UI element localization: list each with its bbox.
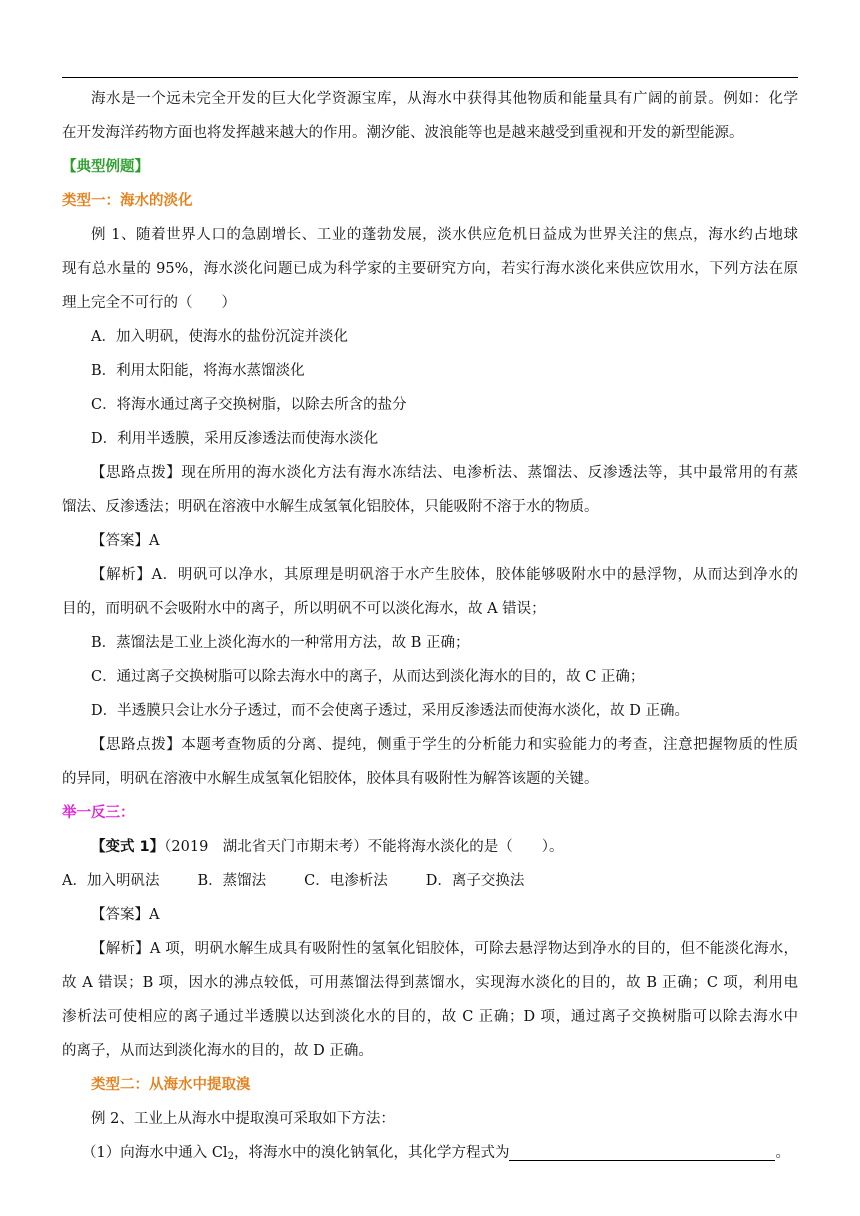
variant1-option-a: A．加入明矾法 <box>62 873 160 889</box>
example1-hint2-2: 的异同，明矾在溶液中水解生成氢氧化铝胶体，胶体具有吸附性为解答该题的关键。 <box>62 771 599 787</box>
example2-q1-subscript: 2 <box>227 1151 234 1162</box>
example2-question-1 <box>62 1136 798 1170</box>
variant1-option-d: D．离子交换法 <box>425 873 525 889</box>
variant1-answer: 【答案】A <box>91 907 160 923</box>
header-rule <box>62 77 798 78</box>
variant1-option-c: C．电渗析法 <box>304 873 388 889</box>
intro-line-1: 海水是一个远未完全开发的巨大化学资源宝库，从海水中获得其他物质和能量具有广阔的前景。例如：化学 <box>91 91 798 107</box>
example2-q1-prefix: （1）向海水中通入 Cl <box>82 1145 228 1161</box>
example1-stem-1: 例 1、随着世界人口的急剧增长、工业的蓬勃发展，淡水供应危机日益成为世界关注的焦点，海水约占地球 <box>91 227 798 243</box>
example1-stem-2: 现有总水量的 95%，海水淡化问题已成为科学家的主要研究方向，若实行海水淡化来供应饮用水，下列方法在原 <box>62 261 798 277</box>
example1-answer: 【答案】A <box>91 533 160 549</box>
intro-line-2: 在开发海洋药物方面也将发挥越来越大的作用。潮汐能、波浪能等也是越来越受到重视和开发的新型能源。 <box>62 125 744 141</box>
example1-analysis-1: 【解析】A．明矾可以净水，其原理是明矾溶于水产生胶体，胶体能够吸附水中的悬浮物，从而达到净水的 <box>91 567 798 583</box>
variant1-analysis-2: 故 A 错误；B 项，因水的沸点较低，可用蒸馏法得到蒸馏水，实现海水淡化的目的，故 B 正确；C 项，利用电 <box>62 975 798 991</box>
example1-analysis-2: 目的，而明矾不会吸附水中的离子，所以明矾不可以淡化海水，故 A 错误； <box>62 601 546 617</box>
document-body <box>62 82 798 1170</box>
example1-hint-2: 馏法、反渗透法；明矾在溶液中水解生成氢氧化铝胶体，只能吸附不溶于水的物质。 <box>62 499 599 515</box>
variant1-label: 【变式 1】 <box>91 839 165 855</box>
example1-option-c: C．将海水通过离子交换树脂，以除去所含的盐分 <box>91 397 407 413</box>
variant1-analysis-4: 的离子，从而达到淡化海水的目的，故 D 正确。 <box>62 1043 373 1059</box>
variant1-options <box>62 864 798 898</box>
example1-hint2-1: 【思路点拨】本题考查物质的分离、提纯，侧重于学生的分析能力和实验能力的考查，注意把握物质的性质 <box>91 737 798 753</box>
practice-title: 举一反三： <box>62 805 135 821</box>
answer-blank[interactable] <box>509 1142 775 1161</box>
variant1-analysis-3: 渗析法可使相应的离子通过半透膜以达到淡化水的目的，故 C 正确；D 项，通过离子交换树脂可以除去海水中 <box>62 1009 798 1025</box>
example1-hint-1: 【思路点拨】现在所用的海水淡化方法有海水冻结法、电渗析法、蒸馏法、反渗透法等，其中最常用的有蒸 <box>91 465 798 481</box>
variant1-question <box>62 830 798 864</box>
example1-analysis-3: B．蒸馏法是工业上淡化海水的一种常用方法，故 B 正确； <box>91 635 470 651</box>
example2-q1-end: 。 <box>775 1145 790 1161</box>
variant1-analysis-1: 【解析】A 项，明矾水解生成具有吸附性的氢氧化铝胶体，可除去悬浮物达到净水的目的，但不能淡化海水， <box>91 941 798 957</box>
variant1-stem: （2019 湖北省天门市期末考）不能将海水淡化的是（ ）。 <box>164 839 564 855</box>
section-title: 【典型例题】 <box>62 159 149 175</box>
example1-option-b: B．利用太阳能，将海水蒸馏淡化 <box>91 363 305 379</box>
example1-stem-3: 理上完全不可行的（ ） <box>62 295 236 311</box>
example2-q1-suffix: ，将海水中的溴化钠氧化，其化学方程式为 <box>233 1145 510 1161</box>
type2-title: 类型二：从海水中提取溴 <box>91 1077 251 1093</box>
example1-analysis-4: C．通过离子交换树脂可以除去海水中的离子，从而达到淡化海水的目的，故 C 正确； <box>91 669 645 685</box>
example2-stem: 例 2、工业上从海水中提取溴可采取如下方法： <box>91 1111 395 1127</box>
type1-title: 类型一：海水的淡化 <box>62 193 193 209</box>
example1-analysis-5: D．半透膜只会让水分子透过，而不会使离子透过，采用反渗透法而使海水淡化，故 D 正确。 <box>91 703 689 719</box>
example1-option-d: D．利用半透膜，采用反渗透法而使海水淡化 <box>91 431 379 447</box>
example1-option-a: A．加入明矾，使海水的盐份沉淀并淡化 <box>91 329 348 345</box>
variant1-option-b: B．蒸馏法 <box>197 873 267 889</box>
